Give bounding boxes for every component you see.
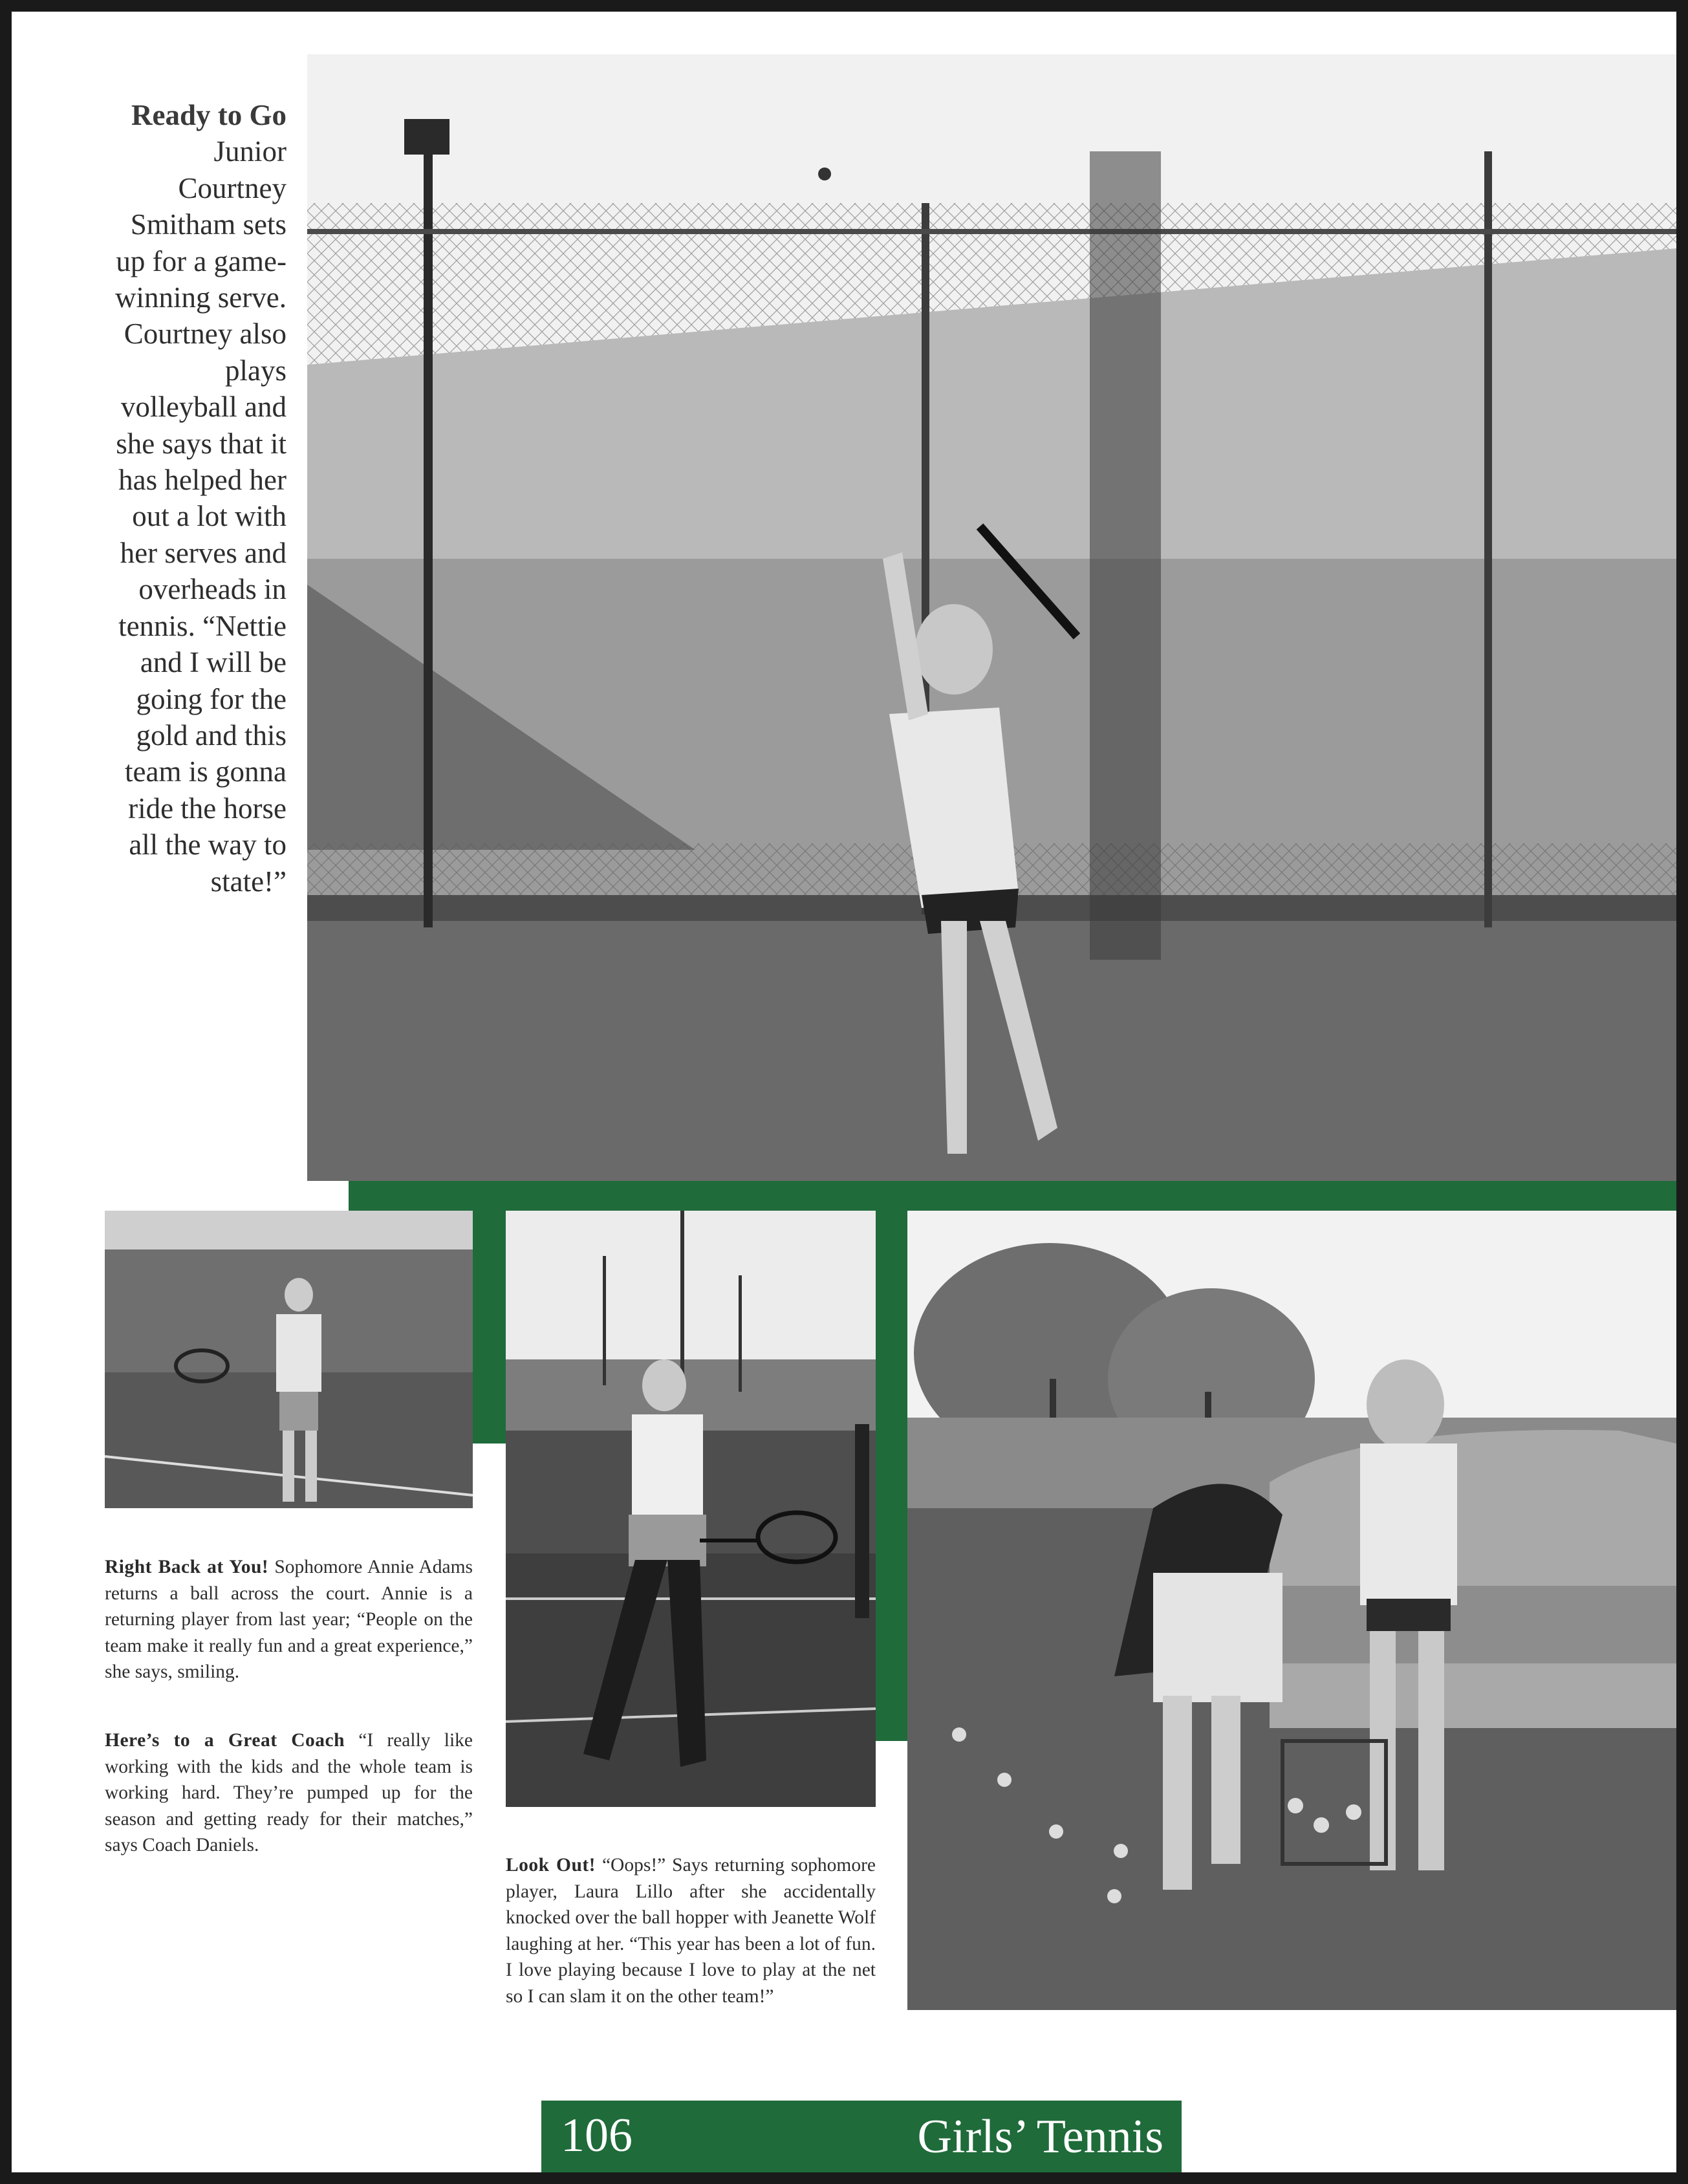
main-caption-body: Junior Courtney Smitham sets up for a game-winning serve. Courtney also plays volleyball and she says that it has helped her out a lot with her serves and overheads in tennis. “Nettie and I will be going for the gold and this team is gonna ride the horse all the way to state!” [115,135,287,898]
main-caption-title: Ready to Go [131,99,287,131]
photo-laura-lillo [506,1211,876,1807]
laura-caption [506,1852,876,2009]
section-title: Girls’ Tennis [917,2110,1163,2163]
annie-caption-body: Sophomore Annie Adams returns a ball across the court. Annie is a returning player from last year; “People on the team make it really fun and a great experience,” she says, smiling. [105,1557,473,1682]
yearbook-page [12,12,1676,2172]
coach-caption-body: “I really like working with the kids and the whole team is working hard. They’re pumped up for the season and getting ready for their matches,” says Coach Daniels. [105,1730,473,1855]
green-accent-block [473,1211,506,1443]
main-photo-caption [102,97,287,900]
coach-caption-title: Here’s to a Great Coach [105,1730,345,1751]
annie-caption-title: Right Back at You! [105,1557,269,1577]
coach-caption [105,1727,473,1859]
photo-ball-hopper [907,1211,1676,2010]
green-accent-bar [349,1181,1676,1211]
photo-annie-adams [105,1211,473,1508]
laura-caption-title: Look Out! [506,1855,596,1876]
page-footer [541,2101,1182,2172]
green-accent-block [876,1211,907,1741]
annie-caption [105,1554,473,1685]
laura-caption-body: “Oops!” Says returning sophomore player, Laura Lillo after she accidentally knocked over the ball hopper with Jeanette Wolf laughing at her. “This year has been a lot of fun. I love playing because I love to play at the net so I can slam it on the other team!” [506,1855,876,2007]
main-photo-serve [307,54,1676,1181]
page-number: 106 [561,2109,633,2162]
